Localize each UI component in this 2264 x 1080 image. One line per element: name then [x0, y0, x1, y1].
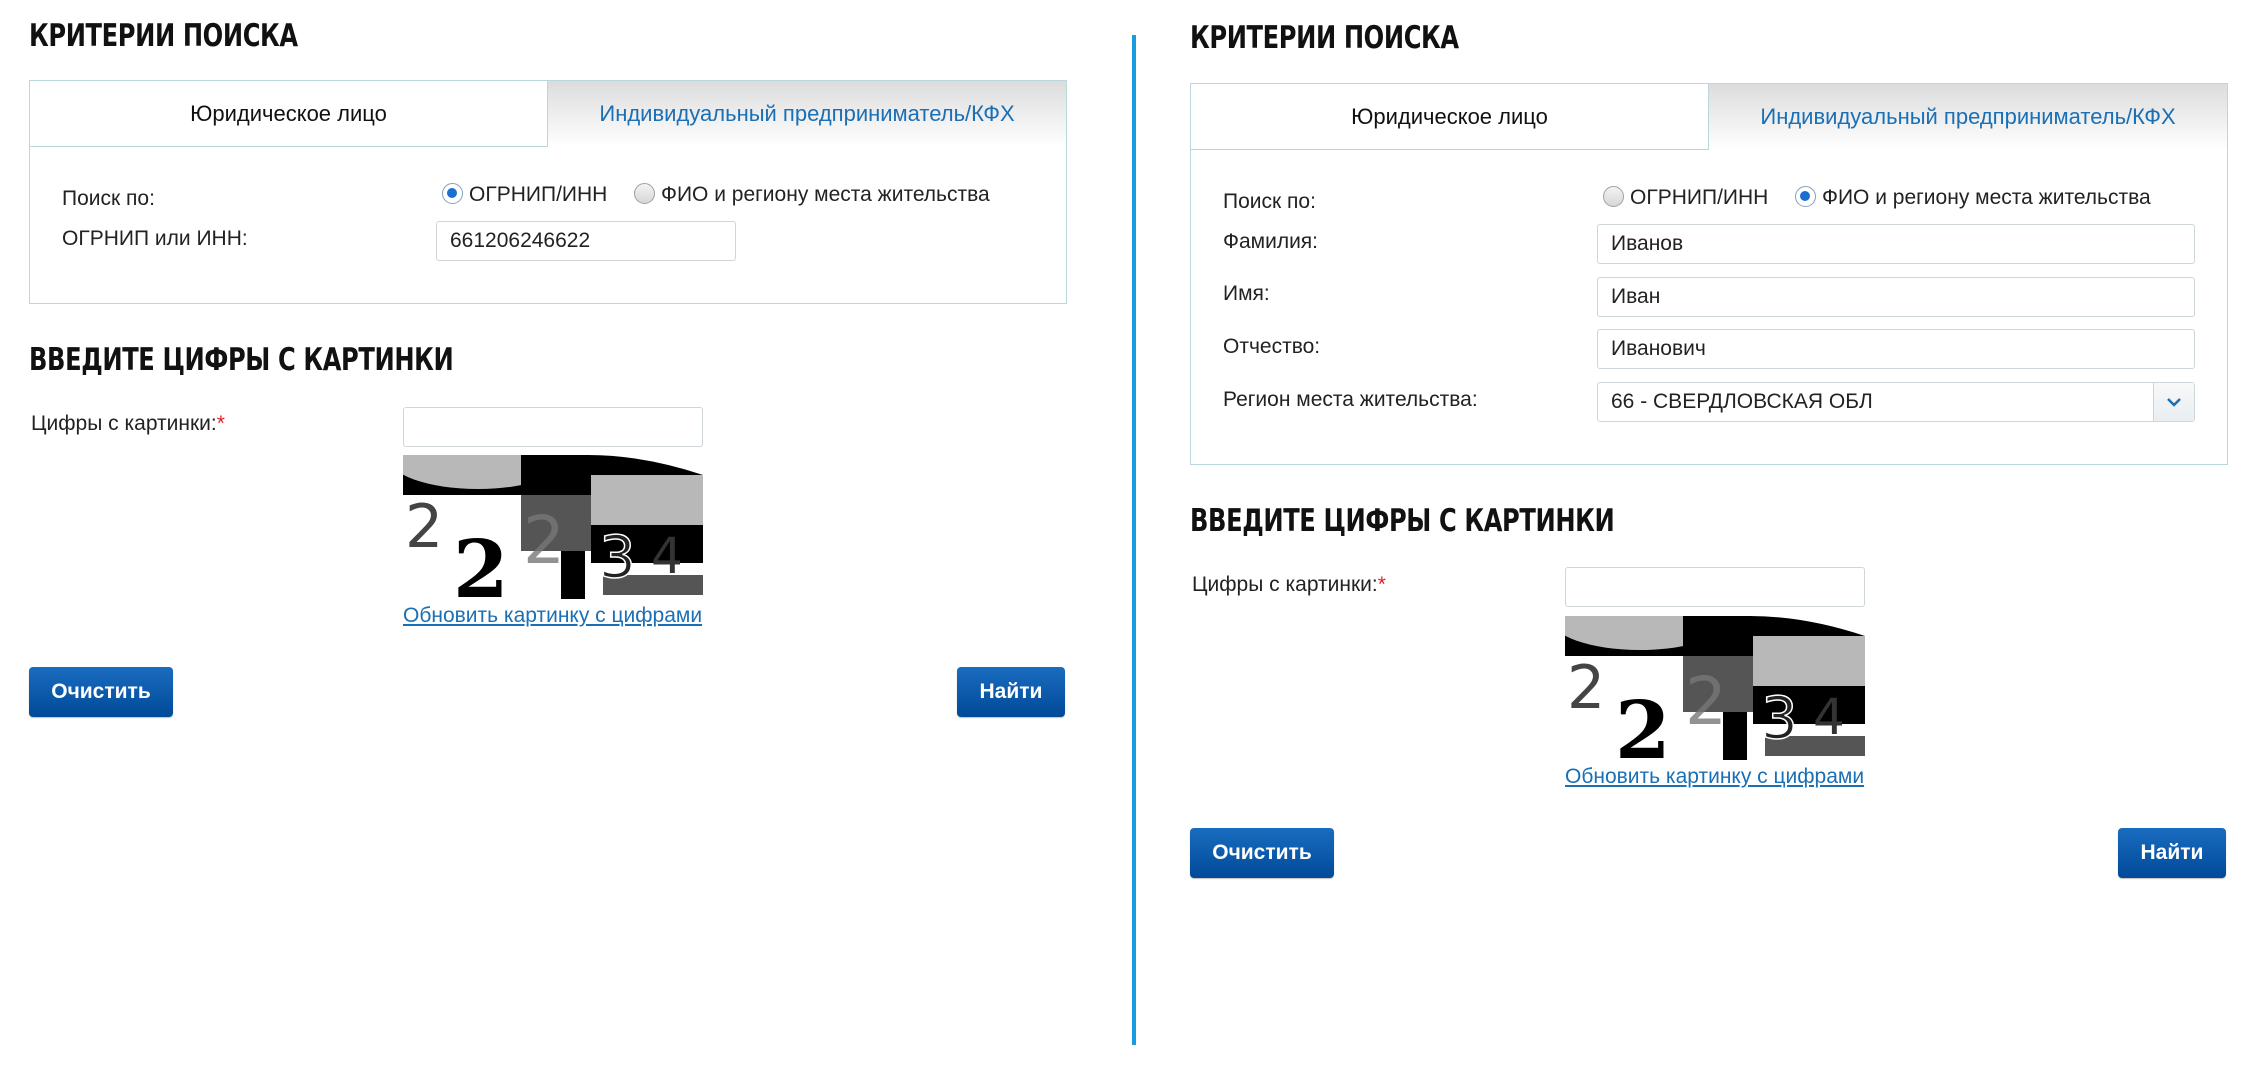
region-label: Регион места жительства:: [1223, 388, 1478, 411]
patronymic-input[interactable]: Иванович: [1597, 329, 2195, 369]
svg-text:2: 2: [1685, 663, 1727, 740]
svg-text:2: 2: [453, 522, 509, 603]
svg-text:3: 3: [1761, 684, 1798, 752]
svg-text:2: 2: [1567, 653, 1606, 723]
region-select[interactable]: [1597, 382, 2195, 422]
tab-individual-entrepreneur[interactable]: Индивидуальный предприниматель/КФХ: [548, 81, 1066, 147]
captcha-label: [31, 412, 225, 436]
svg-text:3: 3: [599, 523, 636, 591]
captcha-label-text: Цифры с картинки:: [1192, 573, 1378, 596]
find-button[interactable]: Найти: [957, 667, 1065, 717]
radio-fio[interactable]: [1795, 186, 1816, 207]
name-input[interactable]: Иван: [1597, 277, 2195, 317]
criteria-title: КРИТЕРИИ ПОИСКА: [29, 18, 298, 54]
panel-divider: [1132, 35, 1136, 1045]
radio-ogrnip[interactable]: [442, 183, 463, 204]
ogrnip-input[interactable]: 661206246622: [436, 221, 736, 261]
radio-fio-label: ФИО и региону места жительства: [661, 183, 990, 206]
tab-legal-entity[interactable]: Юридическое лицо: [1191, 84, 1709, 150]
svg-text:2: 2: [523, 502, 565, 579]
captcha-title: ВВЕДИТЕ ЦИФРЫ С КАРТИНКИ: [29, 342, 454, 378]
radio-fio-label: ФИО и региону места жительства: [1822, 186, 2151, 209]
name-label: Имя:: [1223, 282, 1270, 305]
captcha-input[interactable]: [1565, 567, 1865, 607]
search-by-label: Поиск по:: [62, 187, 155, 210]
find-button[interactable]: Найти: [2118, 828, 2226, 878]
captcha-image: [1565, 616, 1865, 764]
clear-button[interactable]: Очистить: [29, 667, 173, 717]
captcha-title: ВВЕДИТЕ ЦИФРЫ С КАРТИНКИ: [1190, 503, 1615, 539]
region-select-value: 66 - СВЕРДЛОВСКАЯ ОБЛ: [1611, 390, 1873, 413]
radio-ogrnip[interactable]: [1603, 186, 1624, 207]
captcha-label: [1192, 573, 1386, 597]
svg-text:4: 4: [651, 527, 683, 585]
radio-fio[interactable]: [634, 183, 655, 204]
criteria-box: [29, 80, 1067, 304]
svg-text:2: 2: [1615, 683, 1671, 764]
required-mark: *: [216, 412, 225, 435]
chevron-down-icon[interactable]: [2153, 383, 2194, 421]
surname-label: Фамилия:: [1223, 230, 1319, 253]
tab-individual-entrepreneur[interactable]: Индивидуальный предприниматель/КФХ: [1709, 84, 2227, 150]
captcha-label-text: Цифры с картинки:: [31, 412, 217, 435]
surname-input[interactable]: Иванов: [1597, 224, 2195, 264]
svg-text:2: 2: [405, 492, 444, 562]
radio-ogrnip-label: ОГРНИП/ИНН: [469, 183, 608, 206]
refresh-captcha-link[interactable]: Обновить картинку с цифрами: [403, 604, 703, 627]
clear-button[interactable]: Очистить: [1190, 828, 1334, 878]
svg-text:4: 4: [1813, 688, 1845, 746]
captcha-input[interactable]: [403, 407, 703, 447]
radio-ogrnip-label: ОГРНИП/ИНН: [1630, 186, 1769, 209]
search-by-label: Поиск по:: [1223, 190, 1316, 213]
refresh-captcha-link[interactable]: Обновить картинку с цифрами: [1565, 765, 1865, 788]
ogrnip-label: ОГРНИП или ИНН:: [62, 227, 248, 250]
captcha-image: [403, 455, 703, 603]
patronymic-label: Отчество:: [1223, 335, 1321, 358]
tab-legal-entity[interactable]: Юридическое лицо: [30, 81, 548, 147]
criteria-box: [1190, 83, 2228, 465]
criteria-title: КРИТЕРИИ ПОИСКА: [1190, 20, 1459, 56]
required-mark: *: [1377, 573, 1386, 596]
